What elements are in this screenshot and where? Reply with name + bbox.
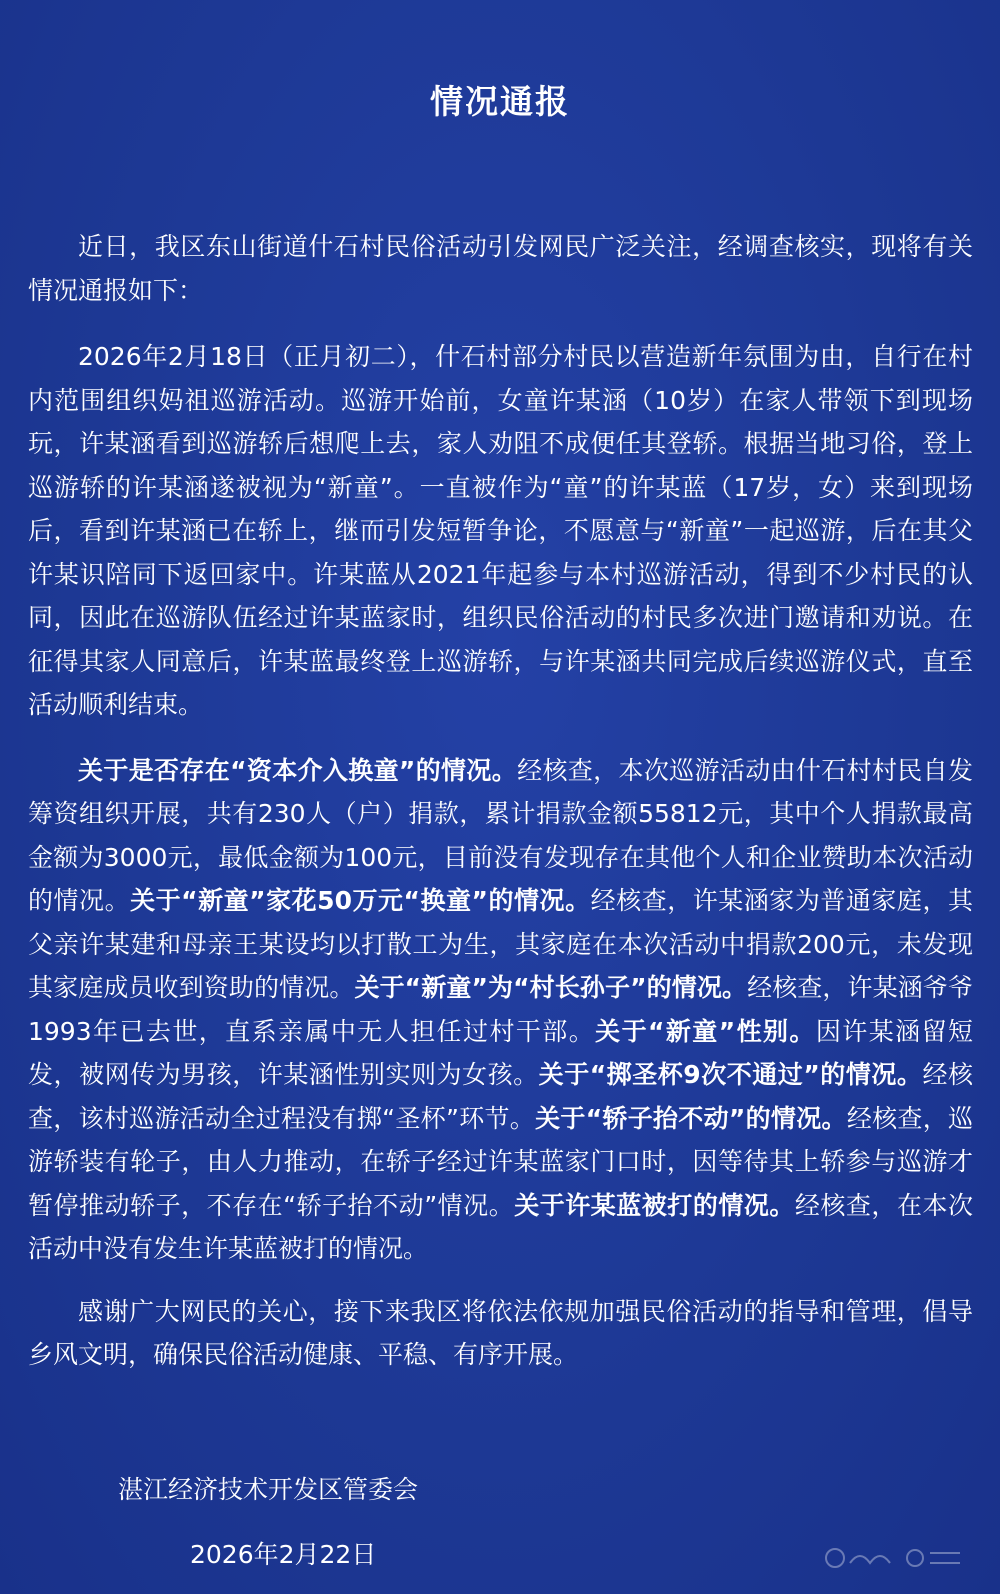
document-body <box>28 225 973 1377</box>
clarification-heading: 关于“轿子抬不动”的情况。 <box>535 1103 847 1133</box>
event-paragraph: 2026年2月18日（正月初二），什石村部分村民以营造新年氛围为由，自行在村内范围组织妈祖巡游活动。巡游开始前，女童许某涵（10岁）在家人带领下到现场玩，许某涵看到巡游轿后想爬上去，家人劝阻不成便任其登轿。根据当地习俗，登上巡游轿的许某涵遂被视为“新童”。一直被作为“童”的许某蓝（17岁，女）来到现场后，看到许某涵已在轿上，继而引发短暂争论，不愿意与“新童”一起巡游，后在其父许某识陪同下返回家中。许某蓝从2021年起参与本村巡游活动，得到不少村民的认同，因此在巡游队伍经过许某蓝家时，组织民俗活动的村民多次进门邀请和劝说。在征得其家人同意后，许某蓝最终登上巡游轿，与许某涵共同完成后续巡游仪式，直至活动顺利结束。 <box>28 342 973 719</box>
issue-date: 2026年2月22日 <box>190 1540 377 1569</box>
clarification-heading: 关于是否存在“资本介入换童”的情况。 <box>78 755 518 785</box>
issuer-signature: 湛江经济技术开发区管委会 <box>118 1475 419 1504</box>
clarification-text: 经核查，该村巡游活动全过程没有掷“圣杯”环节。 <box>28 1060 973 1133</box>
clarification-text: 因许某涵留短发，被网传为男孩，许某涵性别实则为女孩。 <box>28 1016 973 1089</box>
clarification-text: 经核查，许某涵爷爷1993年已去世，直系亲属中无人担任过村干部。 <box>28 973 973 1046</box>
clarification-heading: 关于许某蓝被打的情况。 <box>514 1190 795 1220</box>
document-title: 情况通报 <box>430 82 570 121</box>
clarification-text: 经核查，许某涵家为普通家庭，其父亲许某建和母亲王某设均以打散工为生，其家庭在本次活动中捐款200元，未发现其家庭成员收到资助的情况。 <box>28 886 973 1002</box>
clarification-heading: 关于“新童”为“村长孙子”的情况。 <box>354 973 748 1002</box>
closing-paragraph: 感谢广大网民的关心，接下来我区将依法依规加强民俗活动的指导和管理，倡导乡风文明，确保民俗活动健康、平稳、有序开展。 <box>28 1296 973 1369</box>
clarification-heading: 关于“新童”家花50万元“换童”的情况。 <box>130 886 591 915</box>
clarification-text: 经核查，本次巡游活动由什石村村民自发筹资组织开展，共有230人（户）捐款，累计捐款金额55812元，其中个人捐款最高金额为3000元，最低金额为100元，目前没有发现存在其他个人和企业赞助本次活动的情况。 <box>28 755 973 915</box>
clarification-paragraph <box>28 749 973 1271</box>
clarification-heading: 关于“掷圣杯9次不通过”的情况。 <box>538 1060 923 1089</box>
clarification-text: 经核查，巡游轿装有轮子，由人力推动，在轿子经过许某蓝家门口时，因等待其上轿参与巡游才暂停推动轿子，不存在“轿子抬不动”情况。 <box>28 1103 973 1220</box>
clarification-heading: 关于“新童”性别。 <box>595 1016 816 1046</box>
clarification-text: 经核查，在本次活动中没有发生许某蓝被打的情况。 <box>28 1190 973 1263</box>
watermark-icon <box>820 1543 970 1573</box>
intro-paragraph: 近日，我区东山街道什石村民俗活动引发网民广泛关注，经调查核实，现将有关情况通报如下： <box>28 232 973 305</box>
